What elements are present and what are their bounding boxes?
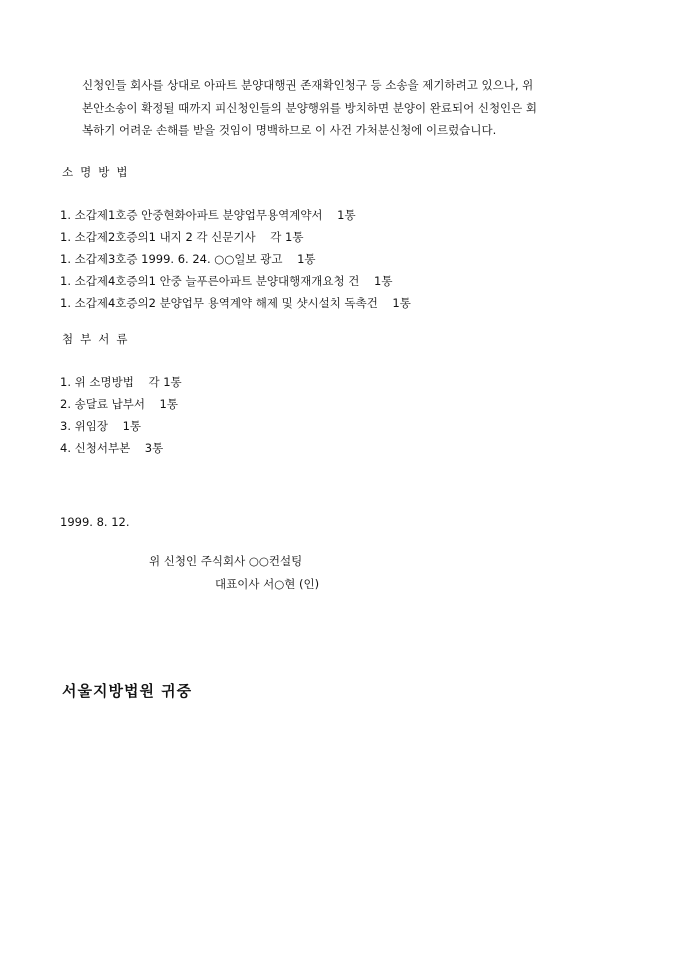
attachment-item-4: 4. 신청서부본 3통 bbox=[60, 441, 164, 455]
applicant-line: 위 신청인 주식회사 ○○컨설팅 bbox=[149, 554, 303, 568]
attachments-list bbox=[60, 371, 182, 459]
evidence-item-5: 1. 소갑제4호증의2 분양업무 용역계약 해제 및 샷시설치 독촉건 1통 bbox=[60, 296, 411, 310]
attachment-item-2: 2. 송달료 납부서 1통 bbox=[60, 397, 178, 411]
document-date: 1999. 8. 12. bbox=[60, 515, 130, 529]
evidence-item-1: 1. 소갑제1호증 안중현화아파트 분양업무용역계약서 1통 bbox=[60, 208, 356, 222]
evidence-item-4: 1. 소갑제4호증의1 안중 늘푸른아파트 분양대행재개요청 건 1통 bbox=[60, 274, 393, 288]
intro-line-3: 복하기 어려운 손해를 받을 것임이 명백하므로 이 사건 가처분신청에 이르렀습니다. bbox=[82, 123, 497, 137]
intro-paragraph bbox=[82, 74, 602, 142]
representative-line: 대표이사 서○현 (인) bbox=[215, 577, 320, 591]
evidence-item-2: 1. 소갑제2호증의1 내지 2 각 신문기사 각 1통 bbox=[60, 230, 304, 244]
intro-line-2: 본안소송이 확정될 때까지 피신청인들의 분양행위를 방치하면 분양이 완료되어 신청인은 회 bbox=[82, 100, 538, 115]
evidence-section-title: 소명방법 bbox=[62, 165, 135, 179]
attachment-item-3: 3. 위임장 1통 bbox=[60, 419, 142, 433]
attachments-section-title: 첨부서류 bbox=[62, 332, 135, 346]
court-addressee: 서울지방법원 귀중 bbox=[62, 682, 193, 700]
attachment-item-1: 1. 위 소명방법 각 1통 bbox=[60, 375, 182, 389]
evidence-item-3: 1. 소갑제3호증 1999. 6. 24. ○○일보 광고 1통 bbox=[60, 252, 316, 266]
evidence-list bbox=[60, 204, 411, 314]
intro-line-1: 신청인들 회사를 상대로 아파트 분양대행권 존재확인청구 등 소송을 제기하려고 있으나, 위 bbox=[82, 78, 534, 92]
